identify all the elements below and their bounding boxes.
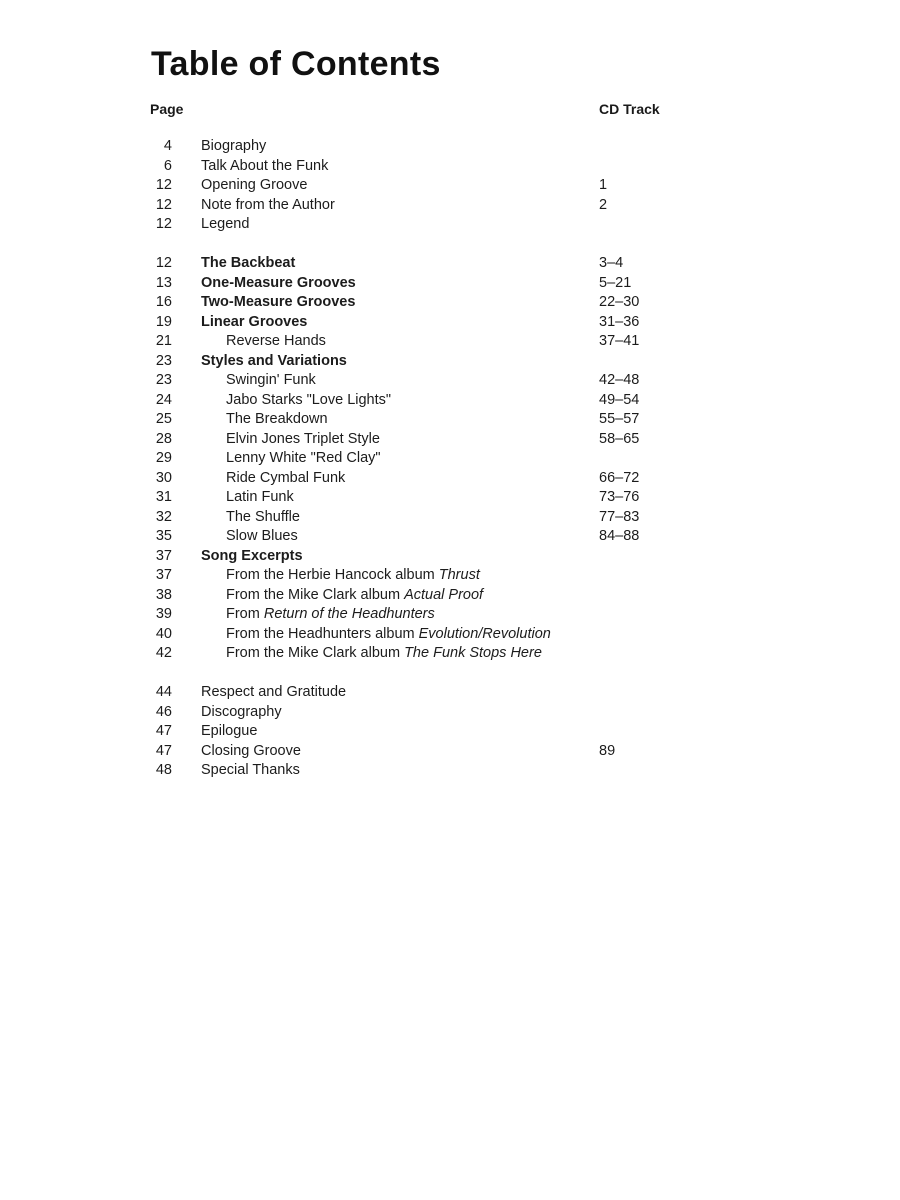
toc-entry-title <box>201 703 282 723</box>
toc-entry <box>0 313 900 333</box>
toc-entry-title <box>201 742 301 762</box>
toc-entry-title <box>201 254 295 274</box>
toc-cd-track: 58–65 <box>599 430 640 447</box>
toc-entry <box>0 137 900 157</box>
toc-page-number: 46 <box>155 703 172 720</box>
toc-page-number: 35 <box>155 528 172 544</box>
toc-page-number: 12 <box>155 255 172 271</box>
toc-entry <box>0 547 900 567</box>
toc-page-number: 6 <box>163 157 172 174</box>
toc-cd-track: 89 <box>599 742 616 759</box>
toc-entry-title <box>201 196 335 216</box>
toc-entry-title <box>226 566 480 586</box>
toc-entry-title <box>226 371 316 391</box>
toc-entry <box>0 352 900 372</box>
toc-entry <box>0 605 900 625</box>
toc-page-number: 24 <box>155 391 172 408</box>
toc-entry-title <box>226 469 345 489</box>
toc-entry <box>0 176 900 196</box>
toc-entry <box>0 683 900 703</box>
toc-cd-track: 5–21 <box>599 274 632 291</box>
toc-entry <box>0 644 900 664</box>
toc-title-text: From the Mike Clark album <box>226 645 405 661</box>
toc-page-number: 48 <box>155 762 172 778</box>
toc-cd-track: 66–72 <box>599 469 640 486</box>
toc-page-number: 44 <box>155 684 172 700</box>
toc-cd-track: 37–41 <box>599 333 640 349</box>
toc-title-text: Respect and Gratitude <box>201 684 347 700</box>
toc-page-number: 47 <box>155 742 172 759</box>
toc-entry-title <box>201 137 266 157</box>
toc-entry-title <box>226 508 300 528</box>
toc-entry-title <box>226 430 380 450</box>
toc-list <box>0 137 900 781</box>
toc-page-number: 30 <box>155 469 172 486</box>
toc-album-title: Thrust <box>438 567 480 583</box>
toc-page-number: 28 <box>155 430 172 447</box>
toc-page-number: 12 <box>155 216 172 232</box>
toc-album-title: Return of the Headhunters <box>263 606 435 622</box>
toc-cd-track: 49–54 <box>599 391 640 408</box>
toc-title-text: Note from the Author <box>201 196 335 213</box>
toc-entry-title <box>201 293 355 313</box>
toc-page-number: 4 <box>163 138 172 154</box>
toc-entry-title <box>201 274 356 294</box>
toc-entry-title <box>226 488 294 508</box>
toc-cd-track: 77–83 <box>599 508 640 525</box>
toc-entry <box>0 469 900 489</box>
toc-page-number: 32 <box>155 508 172 525</box>
toc-title-text: Reverse Hands <box>226 333 326 349</box>
toc-entry-title <box>226 332 326 352</box>
toc-cd-track: 73–76 <box>599 489 640 505</box>
page-title: Table of Contents <box>151 45 441 83</box>
toc-entry-title <box>226 410 328 430</box>
toc-entry <box>0 157 900 177</box>
toc-title-text: Opening Groove <box>201 177 308 193</box>
toc-entry <box>0 703 900 723</box>
toc-cd-track: 3–4 <box>599 255 624 271</box>
toc-page-number: 47 <box>155 723 172 739</box>
toc-entry <box>0 625 900 645</box>
toc-cd-track: 2 <box>599 196 608 213</box>
toc-title-text: Styles and Variations <box>201 352 347 369</box>
toc-entry-title <box>226 605 435 625</box>
toc-title-text: Legend <box>201 216 250 232</box>
toc-page-number: 39 <box>155 606 172 622</box>
toc-page-number: 12 <box>155 177 172 193</box>
toc-entry <box>0 410 900 430</box>
toc-entry-title <box>226 527 298 547</box>
toc-entry <box>0 742 900 762</box>
toc-title-text: Slow Blues <box>226 528 298 544</box>
toc-page-number: 23 <box>155 372 172 388</box>
toc-entry-title <box>226 644 542 664</box>
toc-cd-track: 55–57 <box>599 411 640 427</box>
toc-cd-track: 1 <box>599 177 608 193</box>
toc-album-title: Actual Proof <box>404 586 484 603</box>
toc-album-title: Evolution/Revolution <box>418 625 551 642</box>
toc-title-text: Discography <box>201 703 282 720</box>
toc-entry-title <box>226 391 391 411</box>
toc-entry <box>0 293 900 313</box>
toc-title-text: Song Excerpts <box>201 547 303 564</box>
toc-cd-track: 22–30 <box>599 294 640 310</box>
toc-entry-title <box>201 352 347 372</box>
toc-entry <box>0 196 900 216</box>
toc-page-number: 31 <box>155 489 172 505</box>
toc-title-text: Jabo Starks "Love Lights" <box>226 391 392 408</box>
toc-title-text: The Backbeat <box>201 255 296 271</box>
toc-title-text: Special Thanks <box>201 762 300 778</box>
toc-entry-title <box>226 449 381 469</box>
toc-title-text: From the Mike Clark album <box>226 586 405 603</box>
toc-title-text: Two-Measure Grooves <box>201 294 356 310</box>
toc-entry-title <box>201 313 307 333</box>
page-column-header: Page <box>150 101 184 117</box>
toc-title-text: Talk About the Funk <box>201 157 329 174</box>
toc-title-text: Swingin' Funk <box>226 372 316 388</box>
toc-entry <box>0 215 900 235</box>
toc-entry <box>0 722 900 742</box>
toc-entry <box>0 430 900 450</box>
toc-album-title: The Funk Stops Here <box>404 645 542 661</box>
toc-page-number: 23 <box>155 352 172 369</box>
toc-page-number: 19 <box>155 313 172 330</box>
toc-title-text: From the Headhunters album <box>226 625 419 642</box>
toc-page-number: 40 <box>155 625 172 642</box>
toc-entry <box>0 371 900 391</box>
toc-entry-title <box>201 761 300 781</box>
toc-page-number: 21 <box>155 333 172 349</box>
toc-entry-title <box>201 547 303 567</box>
toc-page-number: 29 <box>155 450 172 466</box>
toc-entry-title <box>201 176 307 196</box>
toc-entry-title <box>226 625 551 645</box>
toc-cd-track: 84–88 <box>599 528 640 544</box>
toc-title-text: Latin Funk <box>226 489 294 505</box>
toc-entry-title <box>226 586 483 606</box>
toc-entry <box>0 449 900 469</box>
toc-entry-title <box>201 683 346 703</box>
toc-page-number: 42 <box>155 645 172 661</box>
toc-title-text: The Breakdown <box>226 411 328 427</box>
toc-title-text: One-Measure Grooves <box>201 274 356 291</box>
toc-title-text: Linear Grooves <box>201 313 308 330</box>
toc-entry-title <box>201 157 328 177</box>
toc-entry <box>0 391 900 411</box>
toc-entry <box>0 254 900 274</box>
toc-entry <box>0 761 900 781</box>
toc-title-text: Lenny White "Red Clay" <box>226 450 381 466</box>
toc-page-number: 37 <box>155 567 172 583</box>
toc-title-text: Ride Cymbal Funk <box>226 469 346 486</box>
toc-entry <box>0 488 900 508</box>
toc-entry-title <box>201 215 249 235</box>
cd-track-column-header: CD Track <box>599 101 660 117</box>
toc-entry <box>0 332 900 352</box>
toc-cd-track: 31–36 <box>599 313 640 330</box>
toc-entry-title <box>201 722 257 742</box>
toc-page-number: 16 <box>155 294 172 310</box>
toc-title-text: Epilogue <box>201 723 258 739</box>
toc-title-text: Elvin Jones Triplet Style <box>226 430 380 447</box>
toc-entry <box>0 586 900 606</box>
toc-entry <box>0 566 900 586</box>
toc-title-text: From the Herbie Hancock album <box>226 567 439 583</box>
toc-entry <box>0 527 900 547</box>
toc-title-text: Biography <box>201 138 267 154</box>
toc-page-number: 25 <box>155 411 172 427</box>
toc-page-number: 38 <box>155 586 172 603</box>
toc-page-number: 13 <box>155 274 172 291</box>
toc-title-text: The Shuffle <box>226 508 300 525</box>
toc-entry <box>0 508 900 528</box>
toc-page-number: 37 <box>155 547 172 564</box>
toc-cd-track: 42–48 <box>599 372 640 388</box>
toc-title-text: Closing Groove <box>201 742 301 759</box>
toc-title-text: From <box>226 606 264 622</box>
toc-entry <box>0 274 900 294</box>
toc-page-number: 12 <box>155 196 172 213</box>
